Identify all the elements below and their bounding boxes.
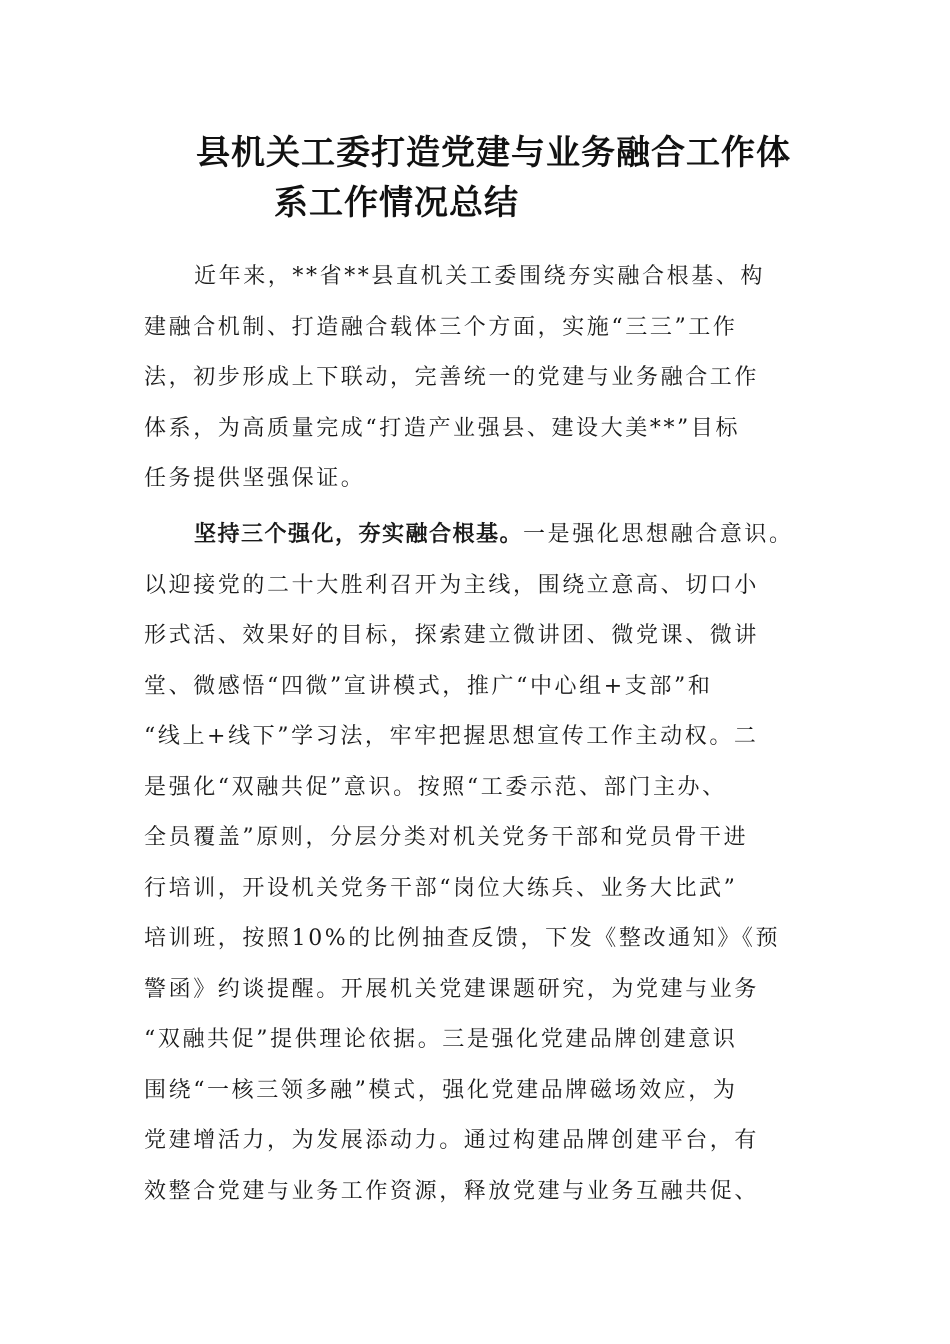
text-line: 党建增活力，为发展添动力。通过构建品牌创建平台，有 [144,1128,760,1153]
text-line: 培训班，按照10%的比例抽查反馈，下发《整改通知》《预 [144,926,781,951]
text-line: 效整合党建与业务工作资源，释放党建与业务互融共促、 [144,1178,760,1204]
text-run: 一是强化思想融合意识。 [523,522,794,547]
text-line: 形式活、效果好的目标，探索建立微讲团、微党课、微讲 [144,623,760,648]
paragraph-intro [144,252,808,505]
text-line: 警函》约谈提醒。开展机关党建课题研究，为党建与业务 [144,976,760,1002]
text-line: “线上+线下”学习法，牢牢把握思想宣传工作主动权。二 [144,724,759,749]
text-line: 体系，为高质量完成“打造产业强县、建设大美**”目标 [144,415,741,441]
paragraph-section-1 [144,510,808,1217]
section-heading: 坚持三个强化，夯实融合根基。 [194,522,524,547]
text-line: 全员覆盖”原则，分层分类对机关党务干部和党员骨干进 [144,825,749,850]
text-line: 堂、微感悟“四微”宣讲模式，推广“中心组+支部”和 [144,673,713,699]
text-line: 法，初步形成上下联动，完善统一的党建与业务融合工作 [144,365,760,390]
text-line: 近年来，**省**县直机关工委围绕夯实融合根基、构 [194,264,766,289]
text-line: 围绕“一核三领多融”模式，强化党建品牌磁场效应，为 [144,1077,738,1103]
text-line: “双融共促”提供理论依据。三是强化党建品牌创建意识 [144,1027,738,1052]
text-line-with-heading [144,510,808,561]
title-line-2: 系工作情况总结 [274,183,519,223]
text-line: 行培训，开设机关党务干部“岗位大练兵、业务大比武” [144,875,738,901]
text-line: 建融合机制、打造融合载体三个方面，实施“三三”工作 [144,314,738,340]
text-line: 是强化“双融共促”意识。按照“工委示范、部门主办、 [144,774,727,800]
document-title [140,128,850,228]
text-line: 任务提供坚强保证。 [144,466,366,491]
text-line: 以迎接党的二十大胜利召开为主线，围绕立意高、切口小 [144,572,760,598]
title-line-1: 县机关工委打造党建与业务融合工作体 [196,133,791,173]
